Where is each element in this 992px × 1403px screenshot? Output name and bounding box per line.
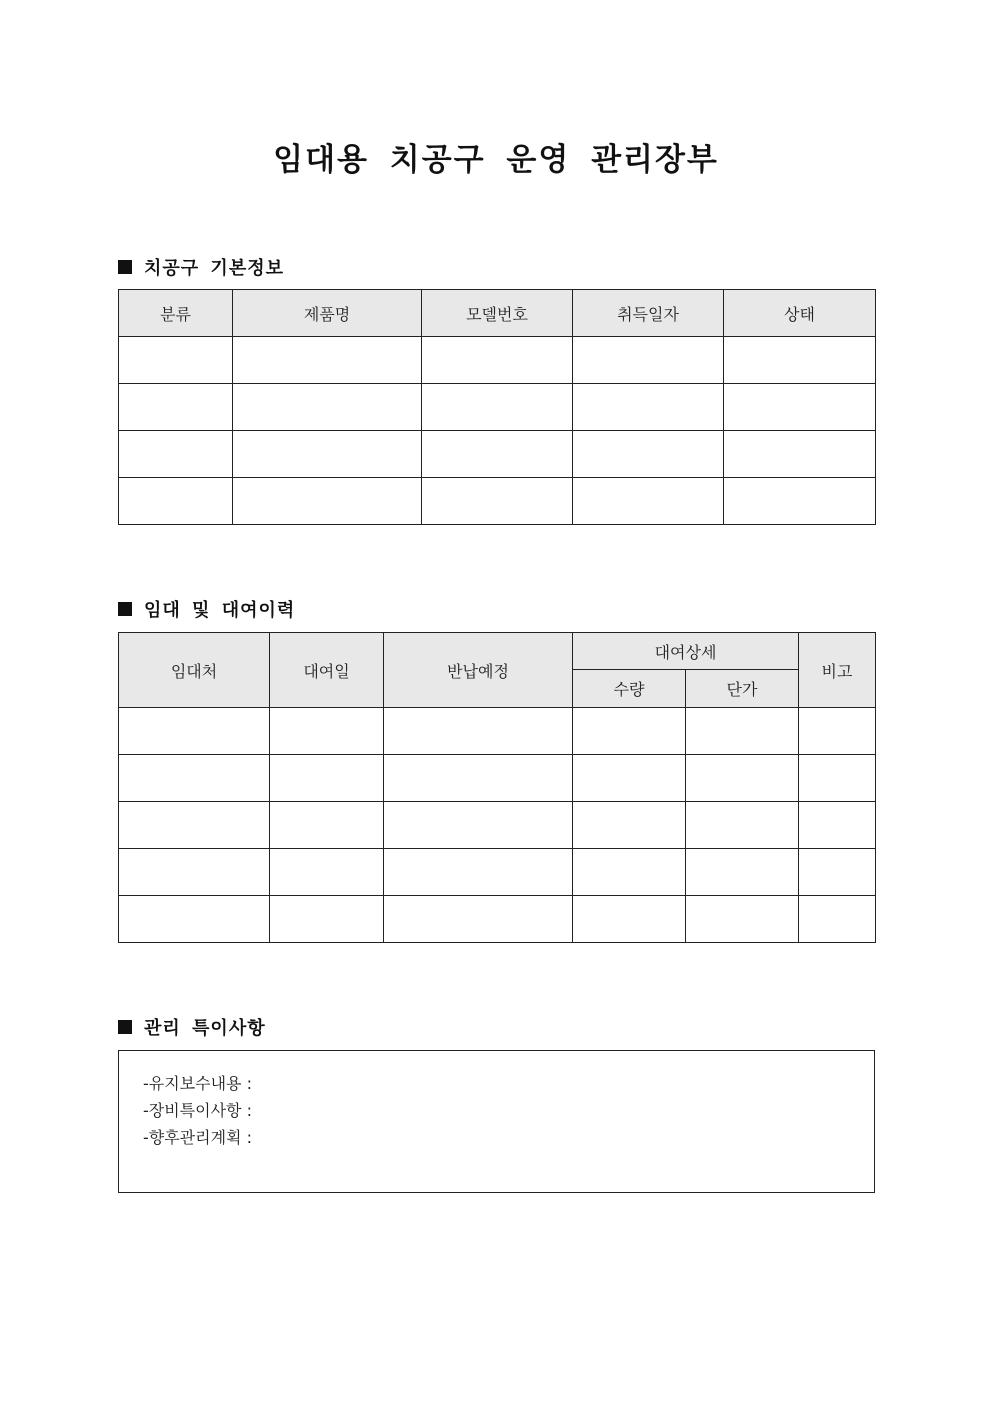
table-cell[interactable] <box>233 384 422 431</box>
table-cell[interactable] <box>384 802 573 849</box>
table-cell[interactable] <box>573 384 724 431</box>
table-cell[interactable] <box>686 708 799 755</box>
table-cell[interactable] <box>573 708 686 755</box>
table-cell[interactable] <box>799 896 876 943</box>
table-cell[interactable] <box>119 755 270 802</box>
table-cell[interactable] <box>724 337 876 384</box>
table-cell[interactable] <box>119 708 270 755</box>
table-cell[interactable] <box>573 896 686 943</box>
table-cell[interactable] <box>686 755 799 802</box>
square-bullet-icon <box>118 602 132 616</box>
table-cell[interactable] <box>573 849 686 896</box>
table-cell[interactable] <box>119 478 233 525</box>
table-cell[interactable] <box>686 802 799 849</box>
table-cell[interactable] <box>686 896 799 943</box>
rental-history-table <box>118 632 876 943</box>
table-cell[interactable] <box>384 849 573 896</box>
header-return-date: 반납예정 <box>384 633 573 708</box>
table-cell[interactable] <box>270 849 384 896</box>
header-status: 상태 <box>724 290 876 337</box>
header-model-number: 모델번호 <box>422 290 573 337</box>
table-cell[interactable] <box>724 478 876 525</box>
table-cell[interactable] <box>233 478 422 525</box>
header-product-name: 제품명 <box>233 290 422 337</box>
table-cell[interactable] <box>422 478 573 525</box>
table-cell[interactable] <box>573 802 686 849</box>
table-cell[interactable] <box>233 431 422 478</box>
management-notes-box[interactable] <box>118 1050 875 1193</box>
table-cell[interactable] <box>119 896 270 943</box>
table-cell[interactable] <box>724 431 876 478</box>
square-bullet-icon <box>118 1020 132 1034</box>
table-cell[interactable] <box>422 384 573 431</box>
table-cell[interactable] <box>799 755 876 802</box>
table-cell[interactable] <box>799 849 876 896</box>
table-row <box>119 849 876 896</box>
table-cell[interactable] <box>119 337 233 384</box>
section-heading-management-notes <box>118 1014 266 1040</box>
table-row <box>119 802 876 849</box>
section-heading-basic-info <box>118 254 284 280</box>
table-row <box>119 755 876 802</box>
table-row <box>119 337 876 384</box>
page-title: 임대용 치공구 운영 관리장부 <box>273 142 719 178</box>
table-cell[interactable] <box>233 337 422 384</box>
table-cell[interactable] <box>270 802 384 849</box>
section-heading-label: 임대 및 대여이력 <box>144 600 296 621</box>
equipment-note-label: -장비특이사항 : <box>143 1101 252 1120</box>
table-row <box>119 478 876 525</box>
header-rental-detail: 대여상세 <box>573 633 799 670</box>
table-cell[interactable] <box>724 384 876 431</box>
table-cell[interactable] <box>686 849 799 896</box>
header-quantity: 수량 <box>573 670 686 708</box>
table-cell[interactable] <box>573 478 724 525</box>
table-row <box>119 708 876 755</box>
header-unit-price: 단가 <box>686 670 799 708</box>
table-cell[interactable] <box>422 431 573 478</box>
table-row <box>119 431 876 478</box>
table-row <box>119 384 876 431</box>
table-cell[interactable] <box>422 337 573 384</box>
table-cell[interactable] <box>384 755 573 802</box>
table-cell[interactable] <box>384 708 573 755</box>
table-cell[interactable] <box>573 755 686 802</box>
table-cell[interactable] <box>799 708 876 755</box>
header-acquisition-date: 취득일자 <box>573 290 724 337</box>
square-bullet-icon <box>118 260 132 274</box>
table-cell[interactable] <box>270 896 384 943</box>
table-cell[interactable] <box>119 384 233 431</box>
table-cell[interactable] <box>119 849 270 896</box>
table-cell[interactable] <box>384 896 573 943</box>
table-cell[interactable] <box>270 708 384 755</box>
section-heading-label: 치공구 기본정보 <box>144 258 284 279</box>
section-heading-rental-history <box>118 596 295 622</box>
table-cell[interactable] <box>270 755 384 802</box>
header-remarks: 비고 <box>799 633 876 708</box>
future-plan-note-label: -향후관리계획 : <box>143 1128 252 1147</box>
header-lessee: 임대처 <box>119 633 270 708</box>
tool-basic-info-table <box>118 289 876 525</box>
header-rental-date: 대여일 <box>270 633 384 708</box>
table-cell[interactable] <box>119 431 233 478</box>
table-cell[interactable] <box>799 802 876 849</box>
table-row <box>119 896 876 943</box>
maintenance-note-label: -유지보수내용 : <box>143 1074 252 1093</box>
table-cell[interactable] <box>573 431 724 478</box>
table-cell[interactable] <box>119 802 270 849</box>
table-cell[interactable] <box>573 337 724 384</box>
section-heading-label: 관리 특이사항 <box>144 1018 266 1039</box>
header-category: 분류 <box>119 290 233 337</box>
